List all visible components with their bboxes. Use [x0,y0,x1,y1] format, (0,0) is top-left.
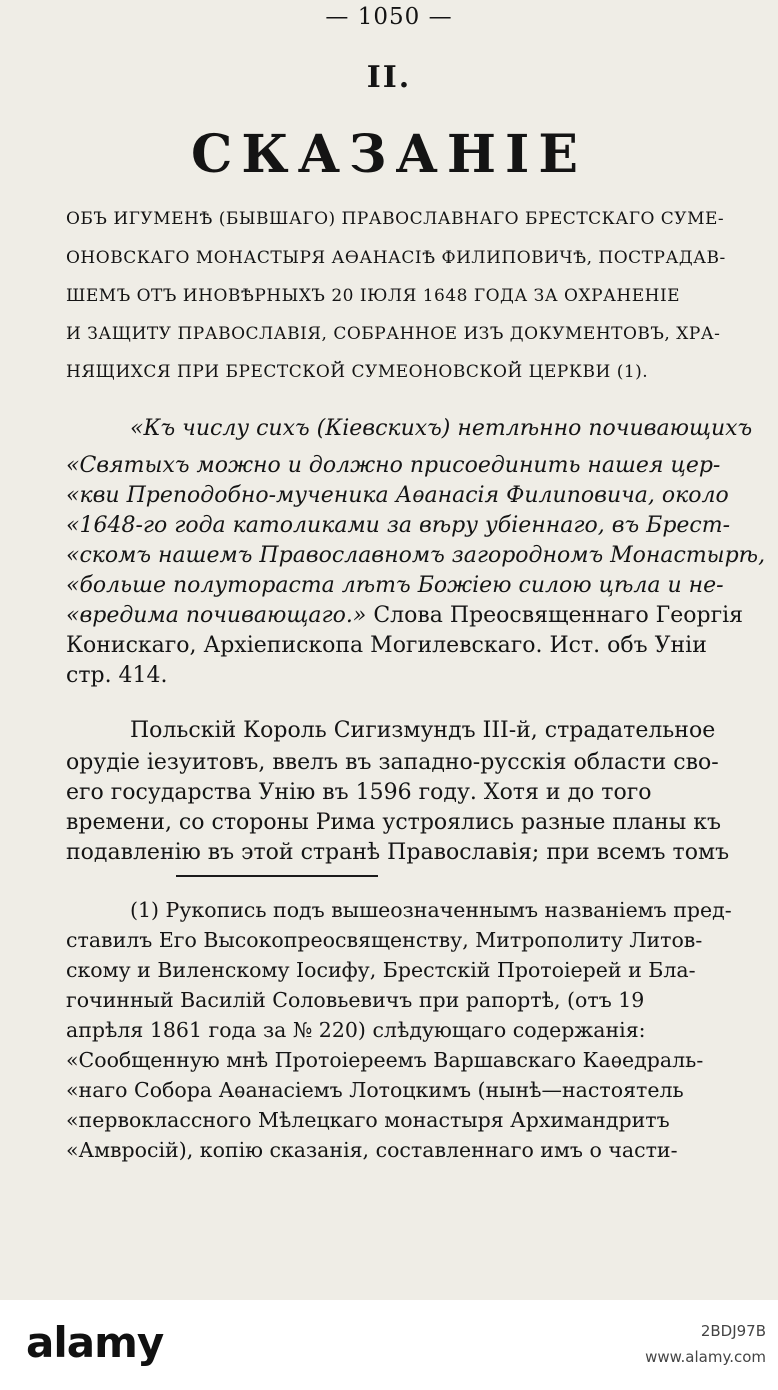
footnote-line: гочинный Василій Соловьевичъ при рапортѣ, (отъ 19 [66,988,645,1012]
footnote-line: «наго Собора Аѳанасіемъ Лотоцкимъ (нынѣ—настоятель [66,1078,684,1102]
image-id: 2BDJ97B [700,1322,766,1340]
footnote-line: «первоклассного Мѣлецкаго монастыря Архимандритъ [66,1108,670,1132]
site-url: www.alamy.com [645,1348,766,1366]
quote-last-line [66,601,772,631]
footnote-line: апрѣля 1861 года за № 220) слѣдующаго содержанія: [66,1018,646,1042]
subtitle-line: ШЕМЪ ОТЪ ИНОВѢРНЫХЪ 20 ІЮЛЯ 1648 ГОДА ЗА ОХРАНЕНІЕ [66,286,681,306]
footnote-line: (1) Рукопись подъ вышеозначеннымъ названіемъ пред- [130,898,732,922]
footnote-line: «Амвросій), копію сказанія, составленнаго имъ о части- [66,1138,678,1162]
quote-end: «вредима почивающаго.» [66,603,367,628]
quote-line: «1648-го года католиками за вѣру убіеннаго, въ Брест- [66,513,731,538]
subtitle-line: ОНОВСКАГО МОНАСТЫРЯ АѲАНАСІѢ ФИЛИПОВИЧѢ, ПОСТРАДАВ- [66,248,726,268]
subtitle-line: НЯЩИХСЯ ПРИ БРЕСТСКОЙ СУМЕОНОВСКОЙ ЦЕРКВИ (1). [66,362,649,382]
source-line: стр. 414. [66,663,168,688]
quote-line: «Къ числу сихъ (Кіевскихъ) нетлѣнно почивающихъ [130,416,753,441]
page-title: СКАЗАНІЕ [191,124,587,185]
body-line: орудіе іезуитовъ, ввелъ въ западно-русскія области сво- [66,750,719,775]
footnote-line: скому и Виленскому Іосифу, Брестскій Протоіерей и Бла- [66,958,696,982]
alamy-logo: alamy [26,1318,164,1367]
section-number: II. [366,60,412,95]
quote-source-start: Слова Преосвященнаго Георгія [366,603,744,628]
stock-footer [0,1300,778,1390]
subtitle-line: И ЗАЩИТУ ПРАВОСЛАВІЯ, СОБРАННОЕ ИЗЪ ДОКУМЕНТОВЪ, ХРА- [66,324,721,344]
page-number: — 1050 — [325,4,453,30]
footnote-divider [176,875,378,877]
subtitle-line: ОБЪ ИГУМЕНѢ (БЫВШАГО) ПРАВОСЛАВНАГО БРЕСТСКАГО СУМЕ- [66,209,725,229]
quote-line: «больше полутораста лѣтъ Божіею силою цѣла и не- [66,573,724,598]
body-line: Польскій Король Сигизмундъ III-й, страдательное [130,718,716,743]
body-line: времени, со стороны Рима устроялись разные планы къ [66,810,722,835]
quote-line: «Святыхъ можно и должно присоединить нашея цер- [66,453,721,478]
source-line: Конискаго, Архіепископа Могилевскаго. Ист. объ Уніи [66,633,707,658]
footnote-line: ставилъ Его Высокопреосвященству, Митрополиту Литов- [66,928,703,952]
quote-line: «кви Преподобно-мученика Аѳанасія Филиповича, около [66,483,729,508]
body-line: подавленію въ этой странѣ Православія; при всемъ томъ [66,840,730,865]
quote-line: «скомъ нашемъ Православномъ загородномъ Монастырѣ, [66,543,766,568]
body-line: его государства Унію въ 1596 году. Хотя и до того [66,780,652,805]
footnote-line: «Сообщенную мнѣ Протоіереемъ Варшавскаго Каѳедраль- [66,1048,704,1072]
